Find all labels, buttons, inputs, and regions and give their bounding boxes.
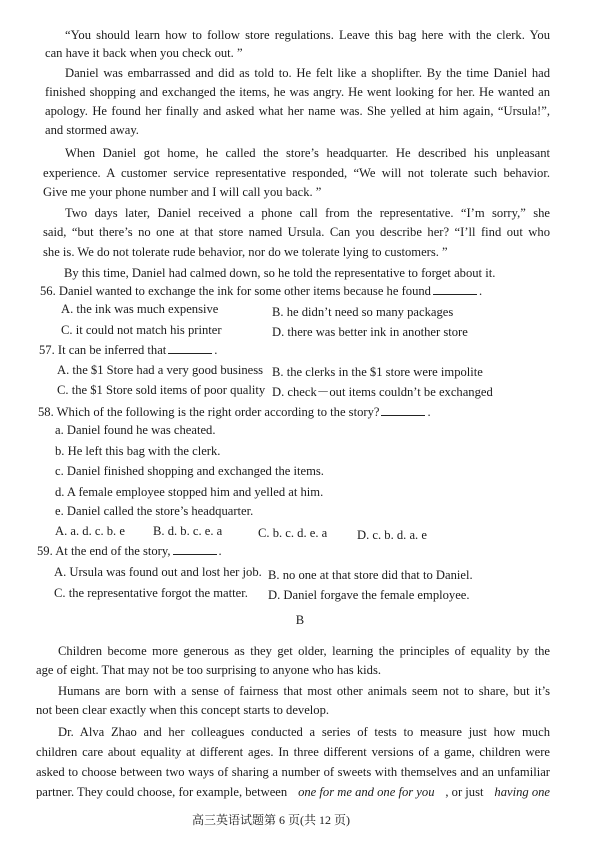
option-a-text: A. a. d. c. b. e (55, 524, 125, 538)
passage-line-text: Daniel was embarrassed and did as told to. He felt like a shoplifter. By the time Daniel had (65, 66, 550, 80)
answer-blank (381, 406, 425, 416)
option-c-text: C. the representative forgot the matter. (54, 586, 248, 600)
passage-line (65, 205, 550, 221)
passage-line (58, 683, 550, 699)
passage-line-text: asked to choose between two ways of sharing a number of sweets with themselves and an unfamiliar (36, 765, 550, 779)
option-d-text: D. there was better ink in another store (272, 325, 468, 339)
passage-line-text: said, “but there’s no one at that store named Ursula. Can you describe her? “I’ll find out who (43, 225, 550, 239)
order-item-text: e. Daniel called the store’s headquarter. (55, 504, 254, 518)
option-c-text: C. it could not match his printer (61, 323, 222, 337)
option-a-text: A. the ink was much expensive (61, 302, 219, 316)
option-a (61, 301, 218, 317)
option-a (55, 523, 125, 539)
question-stem: 56. Daniel wanted to exchange the ink for some other items because he found . (40, 284, 483, 298)
passage-line-text: apology. He found her finally and asked what her name was. She yelled at him again, “Ursula!”, (45, 104, 550, 118)
passage-line-text: experience. A customer service representative responded, “We will not tolerate such behavior. (43, 166, 550, 180)
passage-line (45, 84, 550, 100)
passage-line (43, 165, 550, 181)
question-stem-text: 58. Which of the following is the right order according to the story? (38, 405, 380, 419)
option-c (57, 382, 265, 398)
order-item (55, 484, 323, 500)
question-stem: 57. It can be inferred that . (39, 343, 218, 357)
option-b-text: B. d. b. c. e. a (153, 524, 223, 538)
option-c-text: C. b. c. d. e. a (258, 526, 328, 540)
passage-line-text: Two days later, Daniel received a phone call from the representative. “I’m sorry,” she (65, 206, 550, 220)
passage-line-text: When Daniel got home, he called the store’s headquarter. He described his unpleasant (65, 146, 550, 160)
passage-line (65, 65, 550, 81)
italic-phrase: having one (494, 785, 550, 799)
order-item (55, 443, 220, 459)
question-stem-text: 59. At the end of the story, (37, 544, 171, 558)
passage-line (58, 724, 550, 740)
option-d (357, 527, 427, 543)
option-a-text: A. Ursula was found out and lost her job. (54, 565, 262, 579)
option-b-text: B. the clerks in the $1 store were impolite (272, 365, 483, 379)
order-item-text: c. Daniel finished shopping and exchanged the items. (55, 464, 324, 478)
option-c (61, 322, 222, 338)
passage-line (36, 662, 381, 678)
passage-line (65, 145, 550, 161)
passage-line (45, 103, 550, 119)
passage-line (43, 244, 448, 260)
option-b (272, 304, 453, 320)
passage-line (65, 27, 550, 43)
passage-line-text: she is. We do not tolerate rude behavior, nor do we tolerate lying to customers. ” (43, 245, 448, 259)
passage-line (36, 764, 550, 780)
passage-line (43, 184, 321, 200)
option-c-text: C. the $1 Store sold items of poor quality (57, 383, 266, 397)
line-text: partner. They could choose, for example, between (36, 785, 288, 799)
question-stem: 58. Which of the following is the right order according to the story? . (38, 405, 431, 419)
option-b (268, 567, 473, 583)
order-item-text: a. Daniel found he was cheated. (55, 423, 216, 437)
passage-line-text: can have it back when you check out. ” (45, 46, 243, 60)
order-item (55, 422, 216, 438)
passage-line-text: Dr. Alva Zhao and her colleagues conducted a series of tests to measure just how much (58, 725, 550, 739)
option-b (272, 364, 483, 380)
order-item-text: b. He left this bag with the clerk. (55, 444, 221, 458)
passage-line-text: Humans are born with a sense of fairness that most other animals seem not to share, but it’s (58, 684, 550, 698)
option-d-text: D. check－out items couldn’t be exchanged (272, 385, 493, 399)
passage-line (36, 784, 550, 800)
question-stem-text: 57. It can be inferred that (39, 343, 167, 357)
passage-line-text: “You should learn how to follow store regulations. Leave this bag here with the clerk. You (65, 28, 550, 42)
passage-line (58, 643, 550, 659)
italic-phrase: one for me and one for you (298, 785, 435, 799)
answer-blank (168, 344, 212, 354)
page-number-text: 高三英语试题第 6 页(共 12 页) (192, 813, 350, 827)
option-a-text: A. the $1 Store had a very good business (57, 363, 264, 377)
question-stem-text: 56. Daniel wanted to exchange the ink for some other items because he found (40, 284, 431, 298)
passage-line-text: finished shopping and exchanged the items, he was angry. He went looking for her. He wanted an (45, 85, 550, 99)
option-b-text: B. he didn’t need so many packages (272, 305, 454, 319)
answer-blank (173, 545, 217, 555)
answer-blank (433, 285, 477, 295)
passage-line-text: children care about equality at different ages. In three different versions of a game, children were (36, 745, 550, 759)
order-item (55, 463, 324, 479)
page-footer (192, 812, 350, 828)
passage-line (43, 224, 550, 240)
option-d (272, 324, 468, 340)
passage-line-text: age of eight. That may not be too surprising to anyone who has kids. (36, 663, 381, 677)
passage-line (36, 702, 329, 718)
option-c (258, 525, 327, 541)
option-d-text: D. c. b. d. a. e (357, 528, 427, 542)
passage-line-text: and stormed away. (45, 123, 139, 137)
option-b (153, 523, 222, 539)
passage-line (64, 265, 495, 281)
passage-line-text: not been clear exactly when this concept starts to develop. (36, 703, 330, 717)
option-c (54, 585, 248, 601)
passage-line (36, 744, 550, 760)
passage-line (45, 45, 243, 61)
section-heading (0, 612, 600, 628)
passage-line (45, 122, 139, 138)
option-b-text: B. no one at that store did that to Daniel. (268, 568, 473, 582)
option-a (54, 564, 262, 580)
passage-line-text: By this time, Daniel had calmed down, so he told the representative to forget about it. (64, 266, 496, 280)
passage-line-text: Give me your phone number and I will call you back. ” (43, 185, 322, 199)
order-item (55, 503, 253, 519)
order-item-text: d. A female employee stopped him and yelled at him. (55, 485, 324, 499)
option-a (57, 362, 263, 378)
option-d (272, 384, 493, 400)
question-stem: 59. At the end of the story, . (37, 544, 222, 558)
option-d (268, 587, 470, 603)
passage-line-text: Children become more generous as they get older, learning the principles of equality by the (58, 644, 550, 658)
line-text: , or just (445, 785, 484, 799)
option-d-text: D. Daniel forgave the female employee. (268, 588, 470, 602)
section-heading-text: B (295, 613, 305, 627)
